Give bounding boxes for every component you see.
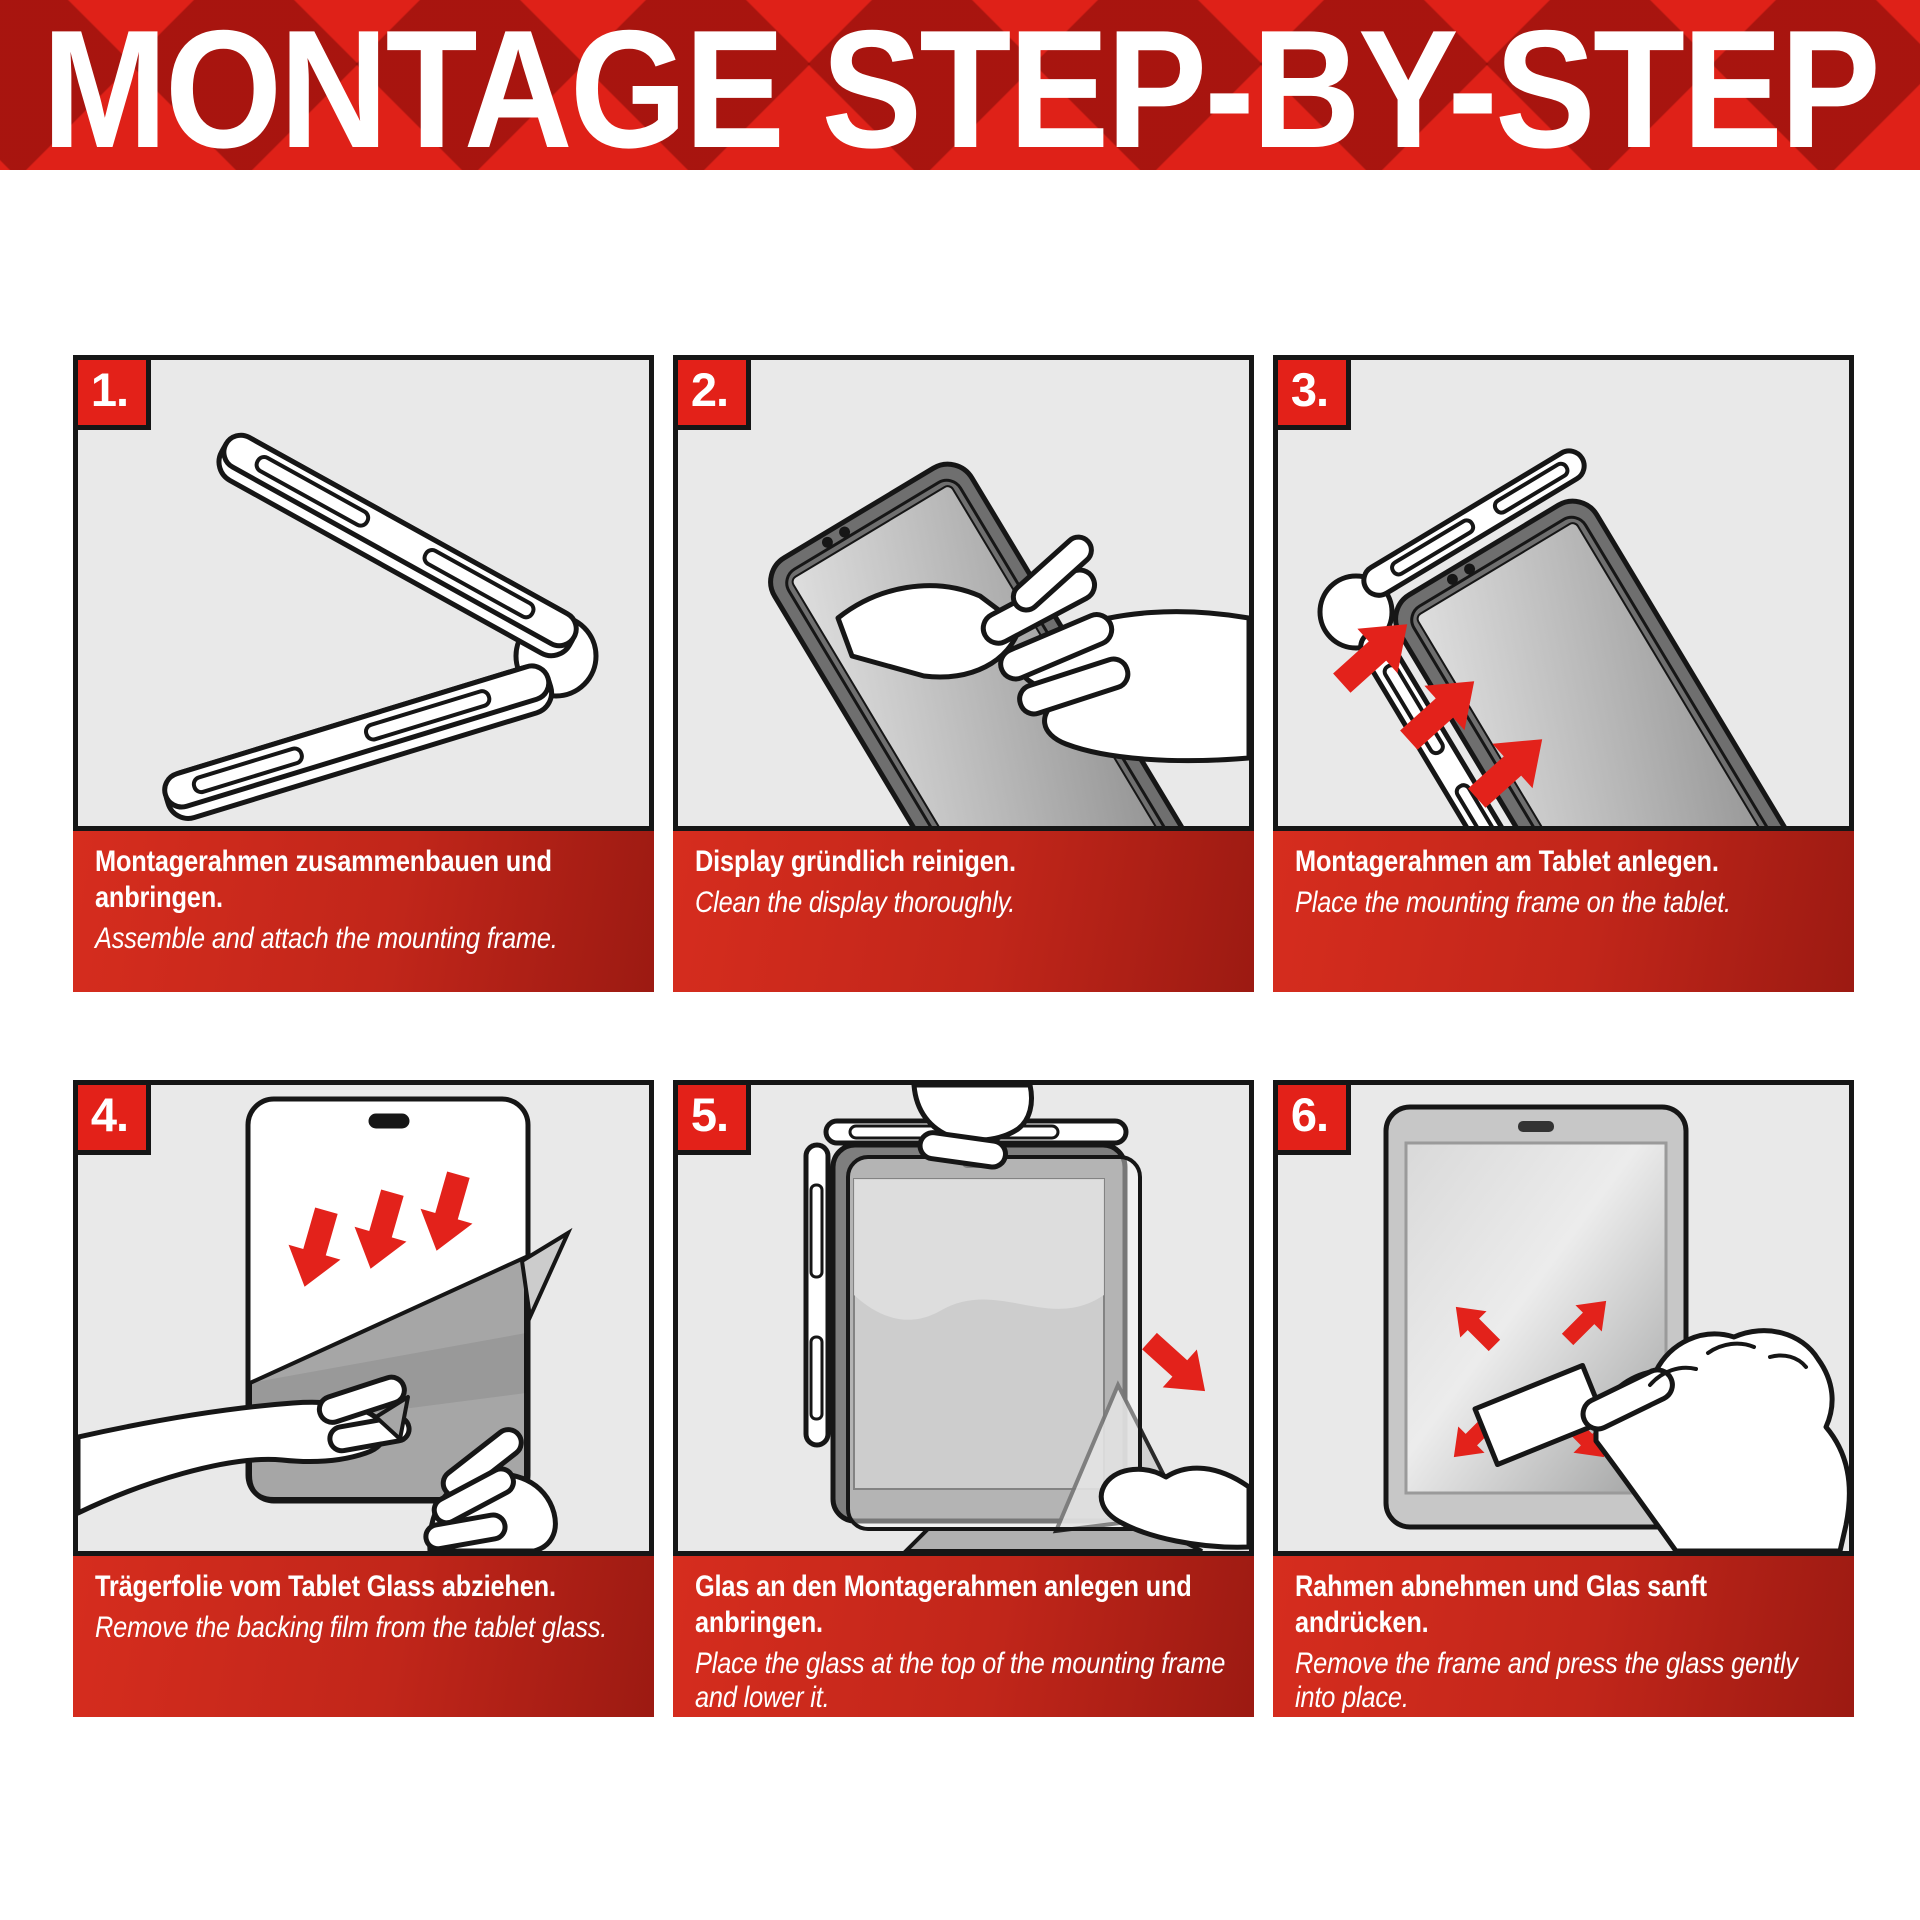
step-panel-5 [673,1080,1254,1717]
step-3-illustration-area [1273,355,1854,831]
step-5-title-en: Place the glass at the top of the mounting frame and lower it. [695,1647,1226,1714]
glass-on-frame-illustration [678,1085,1249,1551]
step-panel-2 [673,355,1254,992]
press-glass-illustration [1278,1085,1849,1551]
step-panel-4 [73,1080,654,1717]
step-2-caption [673,831,1254,992]
step-6-illustration-area [1273,1080,1854,1556]
step-2-illustration-area [673,355,1254,831]
corner-frame-icon [161,429,596,824]
mounting-frame-illustration [78,360,649,826]
step-1-illustration-area [73,355,654,831]
title-banner [0,0,1920,170]
step-2-title-de: Display gründlich reinigen. [695,845,1016,878]
red-arrow-down-right [1132,1322,1222,1410]
step-3-caption [1273,831,1854,992]
step-number-badge: 2. [673,355,751,430]
step-number-badge: 1. [73,355,151,430]
step-6-title-en: Remove the frame and press the glass gently into place. [1295,1647,1798,1714]
clean-display-illustration [678,360,1249,826]
frame-on-tablet-illustration [1278,360,1849,826]
step-5-illustration-area [673,1080,1254,1556]
step-panel-1 [73,355,654,992]
step-3-title-de: Montagerahmen am Tablet anlegen. [1295,845,1719,878]
step-panel-6 [1273,1080,1854,1717]
title-banner-svg [0,0,1920,170]
step-3-title-en: Place the mounting frame on the tablet. [1295,886,1731,919]
step-number-badge: 6. [1273,1080,1351,1155]
step-4-title-en: Remove the backing film from the tablet glass. [95,1611,608,1644]
step-panel-3 [1273,355,1854,992]
step-1-title-en: Assemble and attach the mounting frame. [95,922,558,955]
step-6-title-de: Rahmen abnehmen und Glas sanft andrücken. [1295,1570,1707,1639]
peel-backing-film-illustration [78,1085,649,1551]
step-1-caption [73,831,654,992]
step-6-caption [1273,1556,1854,1717]
step-number-badge: 5. [673,1080,751,1155]
step-4-title-de: Trägerfolie vom Tablet Glass abziehen. [95,1570,556,1603]
step-1-title-de: Montagerahmen zusammenbauen und anbringen. [95,845,552,914]
step-5-title-de: Glas an den Montagerahmen anlegen und anbringen. [695,1570,1192,1639]
step-number-badge: 4. [73,1080,151,1155]
page-title: MONTAGE STEP-BY-STEP [42,0,1878,170]
step-4-caption [73,1556,654,1717]
step-2-title-en: Clean the display thoroughly. [695,886,1016,919]
step-4-illustration-area [73,1080,654,1556]
step-5-caption [673,1556,1254,1717]
step-number-badge: 3. [1273,355,1351,430]
